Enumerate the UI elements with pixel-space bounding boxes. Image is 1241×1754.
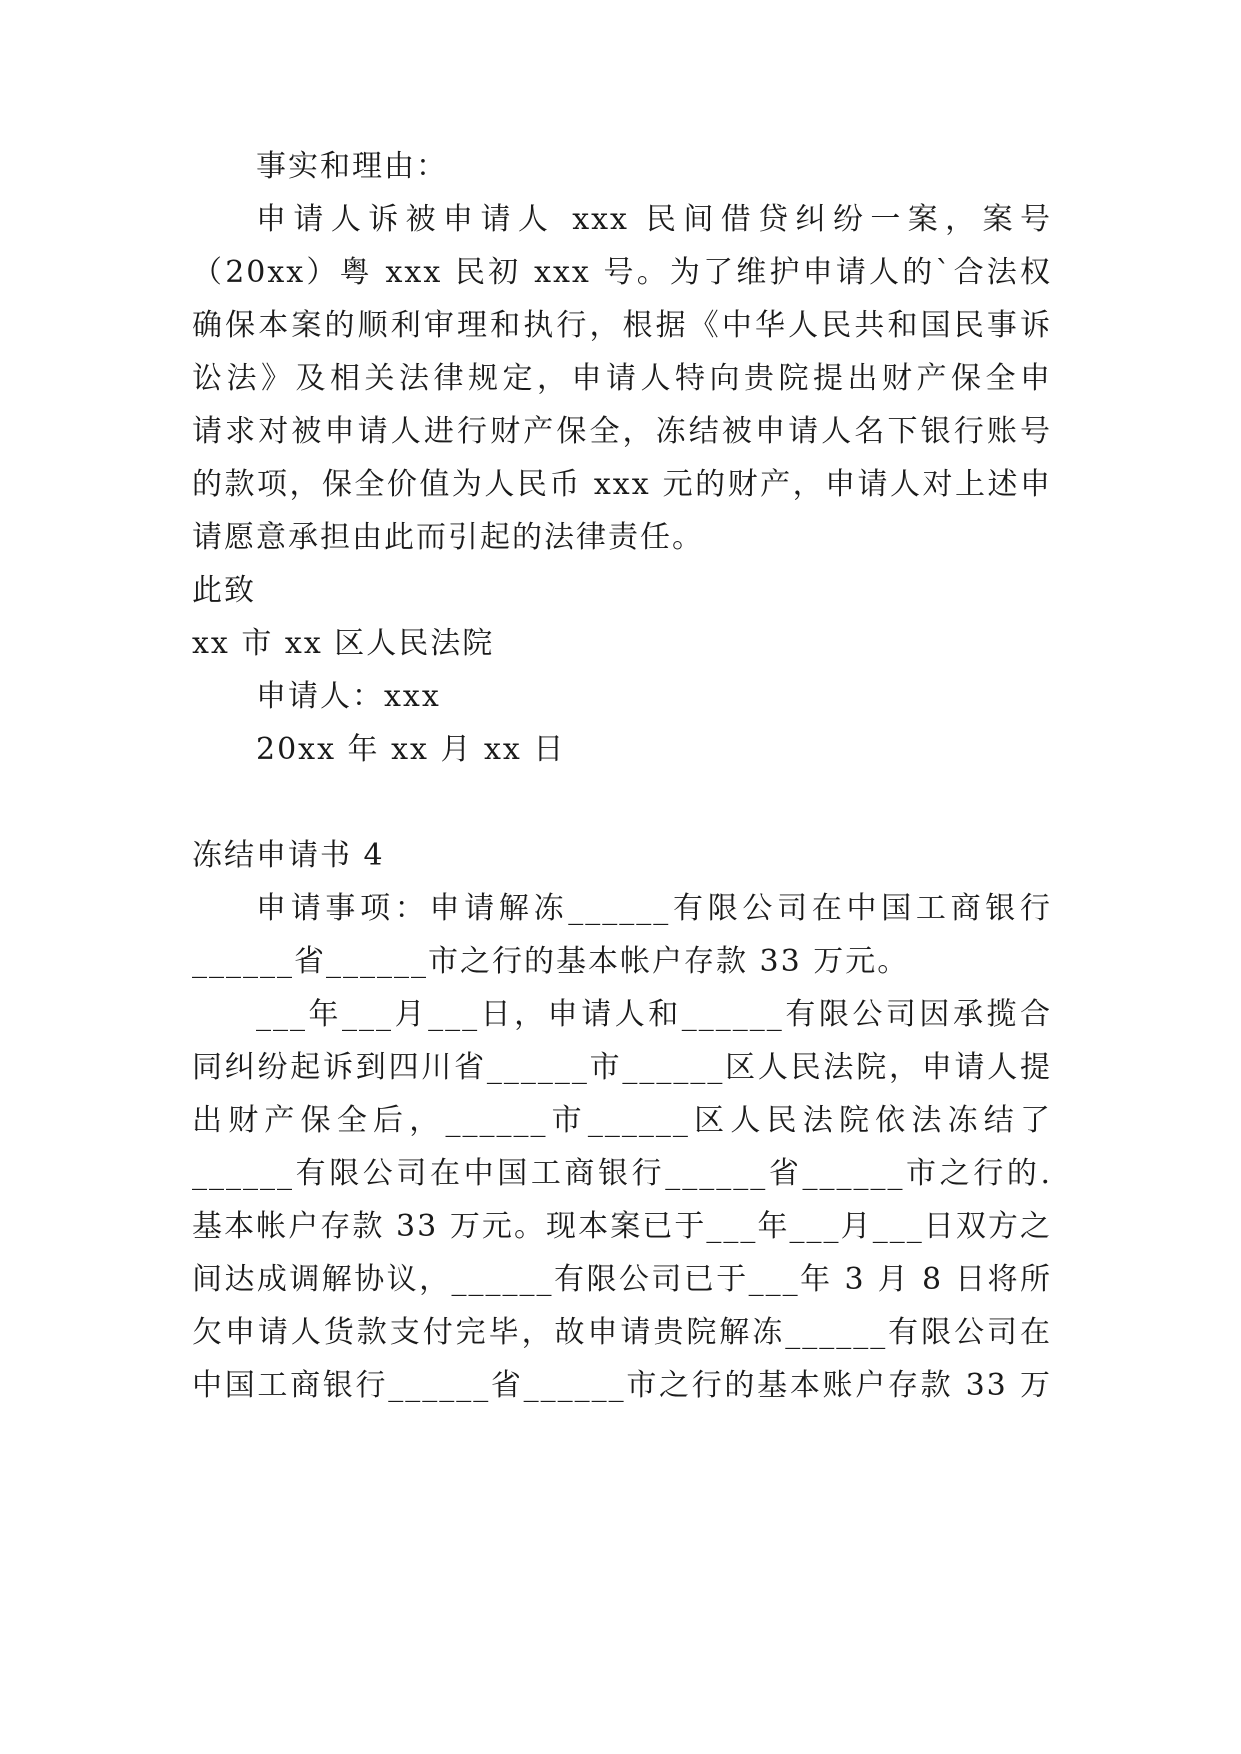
body-line: 同纠纷起诉到四川省______市______区人民法院，申请人提	[192, 1050, 1052, 1085]
body-line: 中国工商银行______省______市之行的基本账户存款 33 万	[192, 1368, 1052, 1403]
section-heading-facts: 事实和理由：	[256, 149, 448, 184]
paragraph-line: 请愿意承担由此而引起的法律责任。	[192, 520, 704, 555]
body-line: 间达成调解协议，______有限公司已于___年 3 月 8 日将所	[192, 1262, 1052, 1297]
body-line: ______有限公司在中国工商银行______省______市之行的.	[192, 1156, 1052, 1191]
paragraph-line: 申请人诉被申请人 xxx 民间借贷纠纷一案，案号	[256, 202, 1052, 237]
document-date: 20xx 年 xx 月 xx 日	[256, 732, 566, 767]
paragraph-line: 确保本案的顺利审理和执行，根据《中华人民共和国民事诉	[192, 308, 1052, 343]
closing-salutation: 此致	[192, 573, 256, 608]
body-line: 基本帐户存款 33 万元。现本案已于___年___月___日双方之	[192, 1209, 1052, 1244]
body-line: 欠申请人货款支付完毕，故申请贵院解冻______有限公司在	[192, 1315, 1052, 1350]
matter-line: 申请事项：申请解冻______有限公司在中国工商银行	[256, 891, 1052, 926]
paragraph-line: 的款项，保全价值为人民币 xxx 元的财产，申请人对上述申	[192, 467, 1052, 502]
body-line: ___年___月___日，申请人和______有限公司因承揽合	[256, 997, 1052, 1032]
court-name: xx 市 xx 区人民法院	[192, 626, 495, 661]
section-title: 冻结申请书 4	[192, 838, 385, 873]
matter-line: ______省______市之行的基本帐户存款 33 万元。	[192, 944, 910, 979]
body-line: 出财产保全后，______市______区人民法院依法冻结了	[192, 1103, 1052, 1138]
paragraph-line: 请求对被申请人进行财产保全，冻结被申请人名下银行账号	[192, 414, 1052, 449]
applicant-signature: 申请人：xxx	[256, 679, 441, 714]
paragraph-line: （20xx）粤 xxx 民初 xxx 号。为了维护申请人的`合法权	[192, 255, 1052, 290]
paragraph-line: 讼法》及相关法律规定，申请人特向贵院提出财产保全申	[192, 361, 1052, 396]
